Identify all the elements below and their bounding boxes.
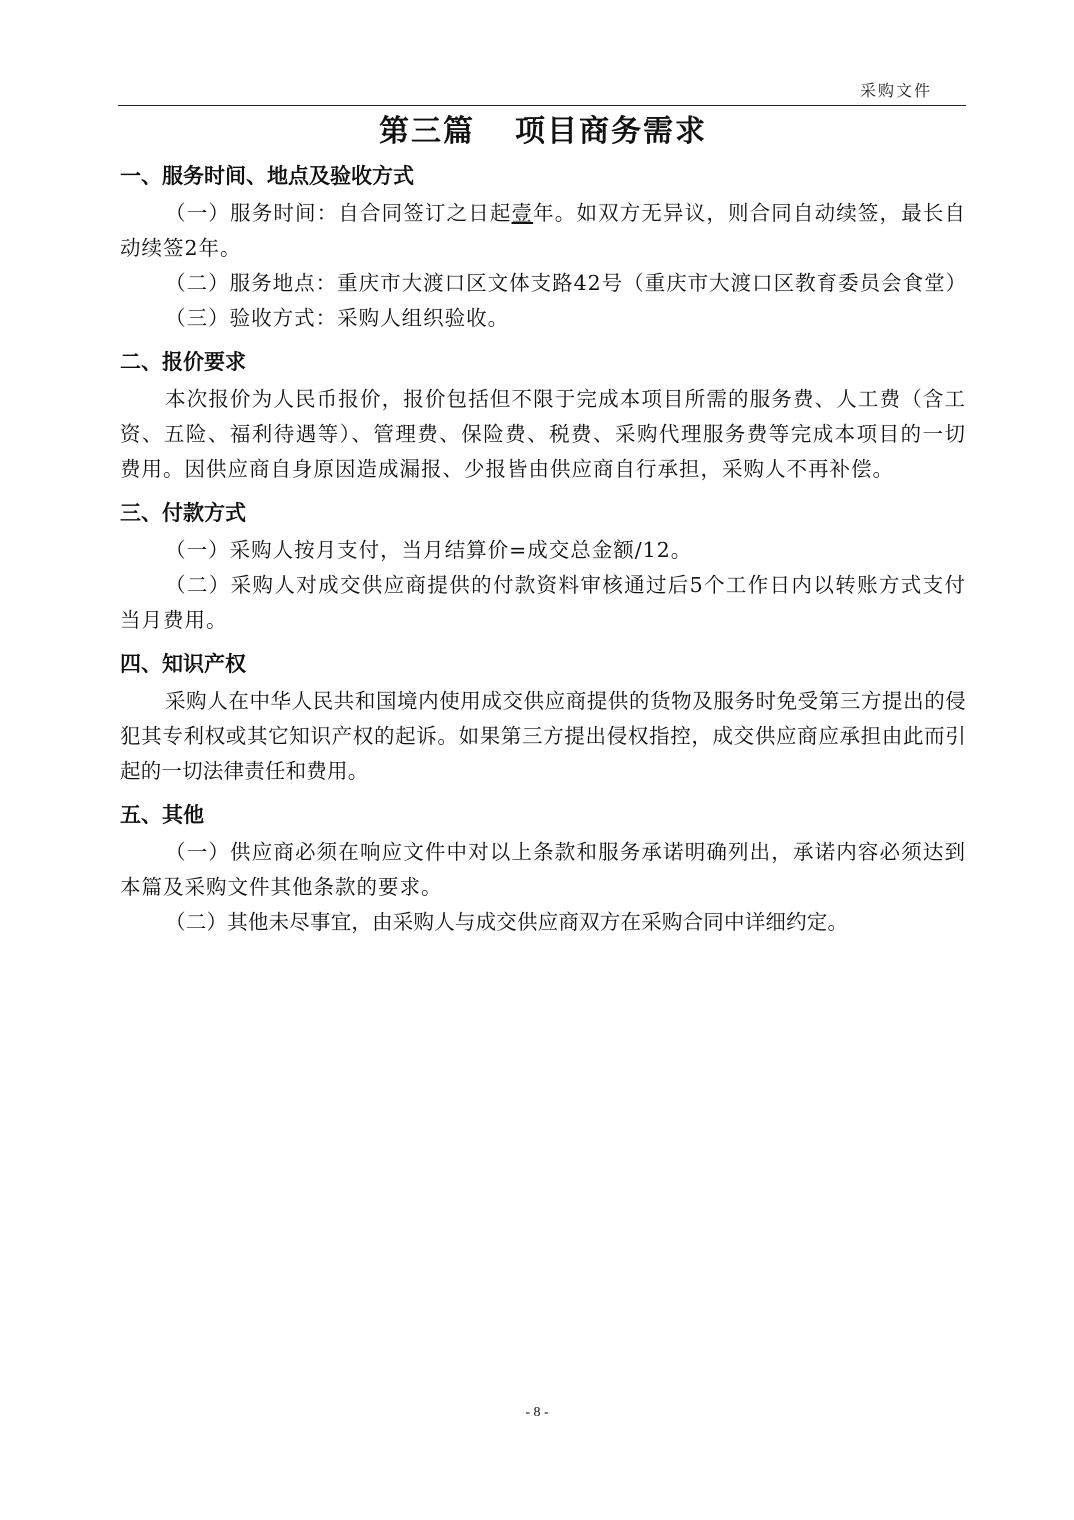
acceptance-paragraph: （三）验收方式：采购人组织验收。: [165, 306, 510, 330]
service-time-pre: （一）服务时间：自合同签订之日起: [165, 201, 512, 225]
other-paragraph-1: （一）供应商必须在响应文件中对以上条款和服务承诺明确列出，承诺内容必须达到本篇及采购文件其他条款的要求。: [120, 840, 966, 899]
title-part: 第三篇: [379, 114, 475, 149]
service-time-underlined: 壹: [511, 201, 534, 225]
section-heading-other: 五、其他: [120, 803, 204, 827]
document-header-label: 采购文件: [859, 81, 932, 100]
section-heading-payment: 三、付款方式: [120, 501, 246, 525]
page-title: [120, 108, 966, 156]
page-number: - 8 -: [525, 1405, 549, 1420]
ip-paragraph: 采购人在中华人民共和国境内使用成交供应商提供的货物及服务时免受第三方提出的侵犯其专利权或其它知识产权的起诉。如果第三方提出侵权指控，成交供应商应承担由此而引起的一切法律责任和费用。: [120, 689, 966, 783]
section-heading-quotation: 二、报价要求: [120, 350, 246, 374]
payment-paragraph-1: （一）采购人按月支付，当月结算价=成交总金额/12。: [165, 538, 693, 562]
service-time-paragraph: [120, 196, 966, 266]
quotation-paragraph: 本次报价为人民币报价，报价包括但不限于完成本项目所需的服务费、人工费（含工资、五险、福利待遇等）、管理费、保险费、税费、采购代理服务费等完成本项目的一切费用。因供应商自身原因造成漏报、少报皆由供应商自行承担，采购人不再补偿。: [120, 387, 966, 481]
service-location-paragraph: （二）服务地点：重庆市大渡口区文体支路42号（重庆市大渡口区教育委员会食堂）: [165, 271, 968, 295]
document-body: [120, 108, 966, 940]
section-heading-ip: 四、知识产权: [120, 652, 246, 676]
other-paragraph-2: （二）其他未尽事宜，由采购人与成交供应商双方在采购合同中详细约定。: [165, 910, 849, 934]
service-time-post: 年。如双方无异议，则合同自动续签，最长自动续签2年。: [120, 201, 967, 260]
title-name: 项目商务需求: [515, 114, 707, 149]
section-heading-service: 一、服务时间、地点及验收方式: [120, 164, 414, 188]
payment-paragraph-2: （二）采购人对成交供应商提供的付款资料审核通过后5个工作日内以转账方式支付当月费用。: [120, 573, 966, 632]
header-divider: [118, 105, 966, 106]
